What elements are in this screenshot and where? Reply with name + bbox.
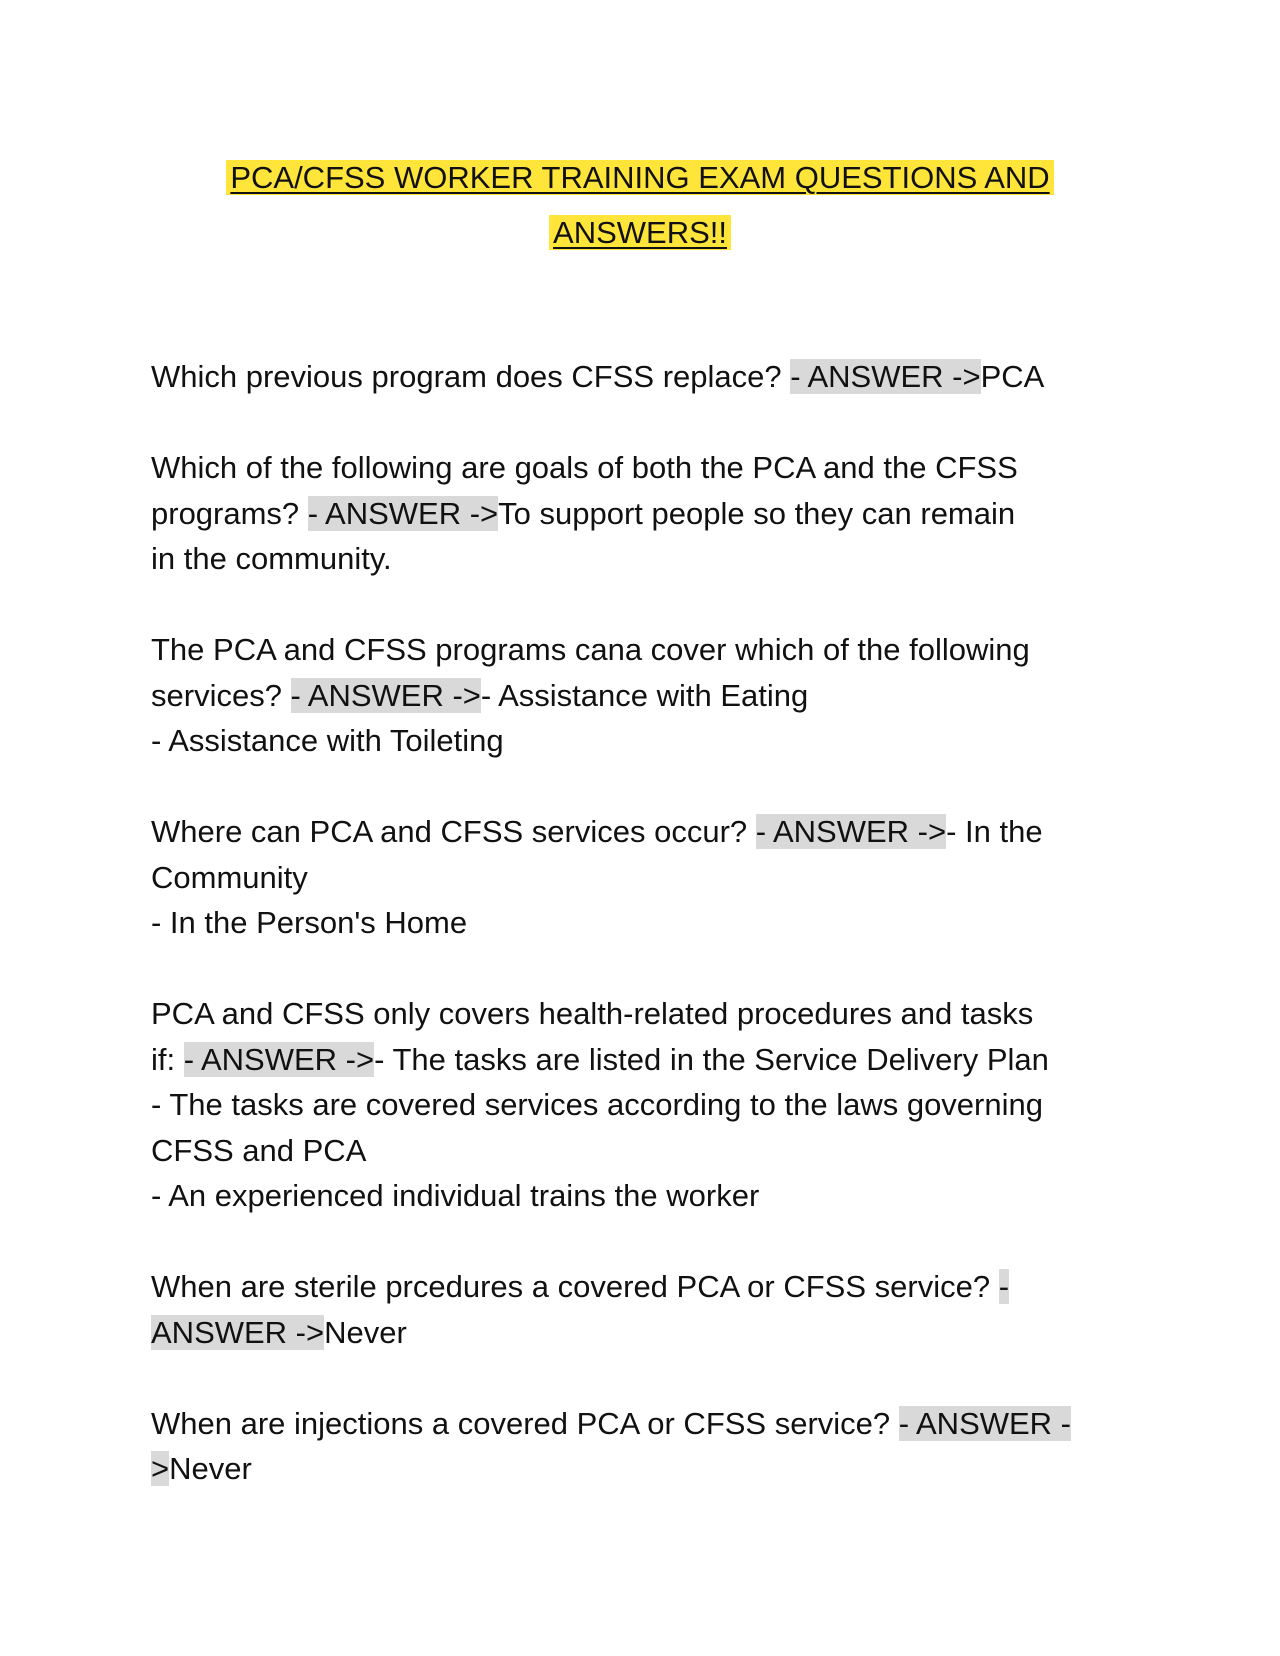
answer-marker: - ANSWER -> — [307, 495, 499, 531]
document-title — [150, 150, 1130, 260]
qa-list — [151, 354, 1151, 1537]
qa-item-3: The PCA and CFSS programs cana cover which of the following services? - ANSWER ->- Assistance with Eating - Assistance with Toileting — [151, 632, 1030, 758]
answer-marker: - ANSWER -> — [183, 1041, 375, 1077]
answer-marker: - ANSWER -> — [290, 677, 481, 713]
title-line-1: PCA/CFSS WORKER TRAINING EXAM QUESTIONS AND — [226, 160, 1053, 195]
qa-item-5: PCA and CFSS only covers health-related procedures and tasks if: - ANSWER ->- The tasks are listed in the Service Delivery Plan - The tasks are covered services according to the laws governing CFSS and PCA - An experienced individual trains the worker — [151, 996, 1049, 1213]
answer-marker: - ANSWER -> — [755, 814, 947, 849]
answer-marker: - ANSWER -> — [790, 359, 981, 394]
qa-item-7: When are injections a covered PCA or CFSS service? - ANSWER - >Never — [151, 1405, 1072, 1486]
question-text: Which previous program does CFSS replace? — [151, 359, 782, 394]
answer-text: PCA — [980, 359, 1045, 394]
qa-item-4: Where can PCA and CFSS services occur? - ANSWER ->- In the Community - In the Person's Home — [151, 814, 1043, 940]
title-line-2: ANSWERS!! — [549, 215, 731, 250]
qa-item-1 — [151, 354, 1151, 400]
qa-item-2: Which of the following are goals of both the PCA and the CFSS programs? - ANSWER ->To support people so they can remain in the community. — [151, 450, 1018, 576]
qa-item-6: When are sterile prcedures a covered PCA or CFSS service? - ANSWER ->Never — [151, 1269, 1010, 1350]
